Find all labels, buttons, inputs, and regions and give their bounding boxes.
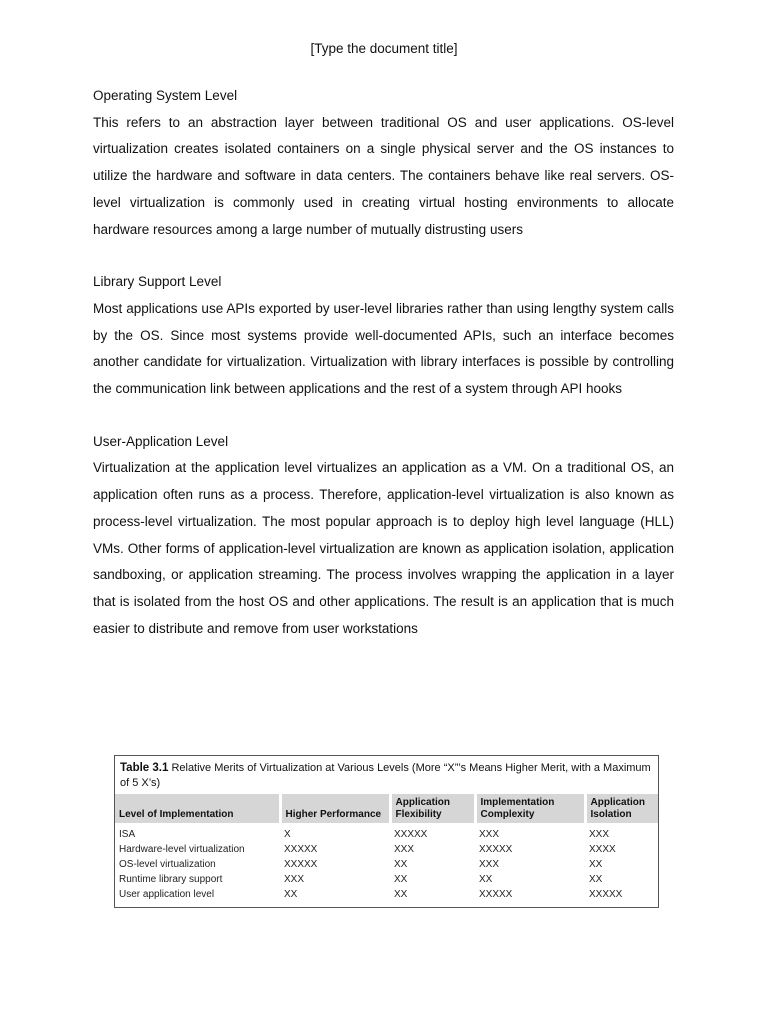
table-cell: XXXXX	[284, 844, 318, 855]
table-caption	[115, 756, 658, 794]
column-header: Higher Performance	[280, 794, 390, 823]
column-header: Level of Implementation	[115, 794, 280, 823]
table-caption-label: Table 3.1	[120, 762, 169, 774]
table-cell: Runtime library support	[119, 874, 223, 885]
table-cell: XXX	[394, 844, 415, 855]
section-heading: Operating System Level	[93, 88, 238, 103]
merits-table	[115, 794, 658, 902]
column-header: Application Flexibility	[390, 794, 475, 823]
table-caption-text: Relative Merits of Virtualization at Various Levels (More “X”’s Means Higher Merit, with a Maximum of 5 X’s)	[120, 762, 651, 789]
table-row	[115, 823, 658, 842]
table-cell: XXXXX	[394, 829, 428, 840]
table-header-row	[115, 794, 658, 823]
section-user-application-level	[93, 429, 674, 643]
section-paragraph: Most applications use APIs exported by user-level libraries rather than using lengthy system calls by the OS. Since most systems provide well-documented APIs, such an interface becomes another candidate for virtualization. Virtualization with library interfaces is possible by controlling the communication link between applications and the rest of a system through API hooks	[93, 300, 674, 397]
table-cell: XXX	[479, 829, 500, 840]
section-heading: Library Support Level	[93, 274, 222, 290]
table-cell: XX	[479, 874, 493, 885]
table-cell: XXXX	[589, 844, 616, 855]
table-cell: XX	[394, 859, 408, 870]
table-cell: XX	[394, 874, 408, 885]
table-cell: XXX	[589, 829, 610, 840]
table-cell: Hardware-level virtualization	[119, 844, 245, 855]
column-header: Implementation Complexity	[475, 794, 585, 823]
table-cell: X	[284, 829, 291, 840]
table-cell: XXXXX	[589, 889, 623, 900]
table-cell: XX	[284, 889, 298, 900]
section-paragraph: Virtualization at the application level virtualizes an application as a VM. On a traditional OS, an application often runs as a process. Therefore, application-level virtualization is also known as process-level virtualization. The most popular approach is to deploy high level language (HLL) VMs. Other forms of application-level virtualization are known as application isolation, application sandboxing, or application streaming. The process involves wrapping the application in a layer that is isolated from the host OS and other applications. The result is an application that is much easier to distribute and remove from user workstations	[93, 460, 674, 636]
document-title: [Type the document title]	[310, 41, 458, 56]
table-cell: XXXXX	[284, 859, 318, 870]
document-body	[93, 83, 674, 668]
section-heading: User-Application Level	[93, 433, 229, 449]
table-row	[115, 842, 658, 857]
table-figure	[114, 755, 659, 908]
column-header: Application Isolation	[585, 794, 658, 823]
table-cell: XXX	[479, 859, 500, 870]
table-cell: OS-level virtualization	[119, 859, 216, 870]
table-cell: XX	[589, 874, 603, 885]
table-cell: ISA	[119, 829, 136, 840]
table-cell: XXXXX	[479, 844, 513, 855]
table-cell: XXX	[284, 874, 305, 885]
table-cell: XXXXX	[479, 889, 513, 900]
table-cell: XX	[394, 889, 408, 900]
table-cell: XX	[589, 859, 603, 870]
section-os-level	[93, 83, 674, 243]
table-cell: User application level	[119, 889, 215, 900]
section-paragraph: This refers to an abstraction layer between traditional OS and user applications. OS-level virtualization creates isolated containers on a single physical server and the OS instances to utilize the hardware and software in data centers. The containers behave like real servers. OS-level virtualization is commonly used in creating virtual hosting environments to allocate hardware resources among a large number of mutually distrusting users	[93, 114, 674, 237]
table-row	[115, 872, 658, 887]
table-row	[115, 887, 658, 902]
section-library-level	[93, 269, 674, 403]
table-row	[115, 857, 658, 872]
